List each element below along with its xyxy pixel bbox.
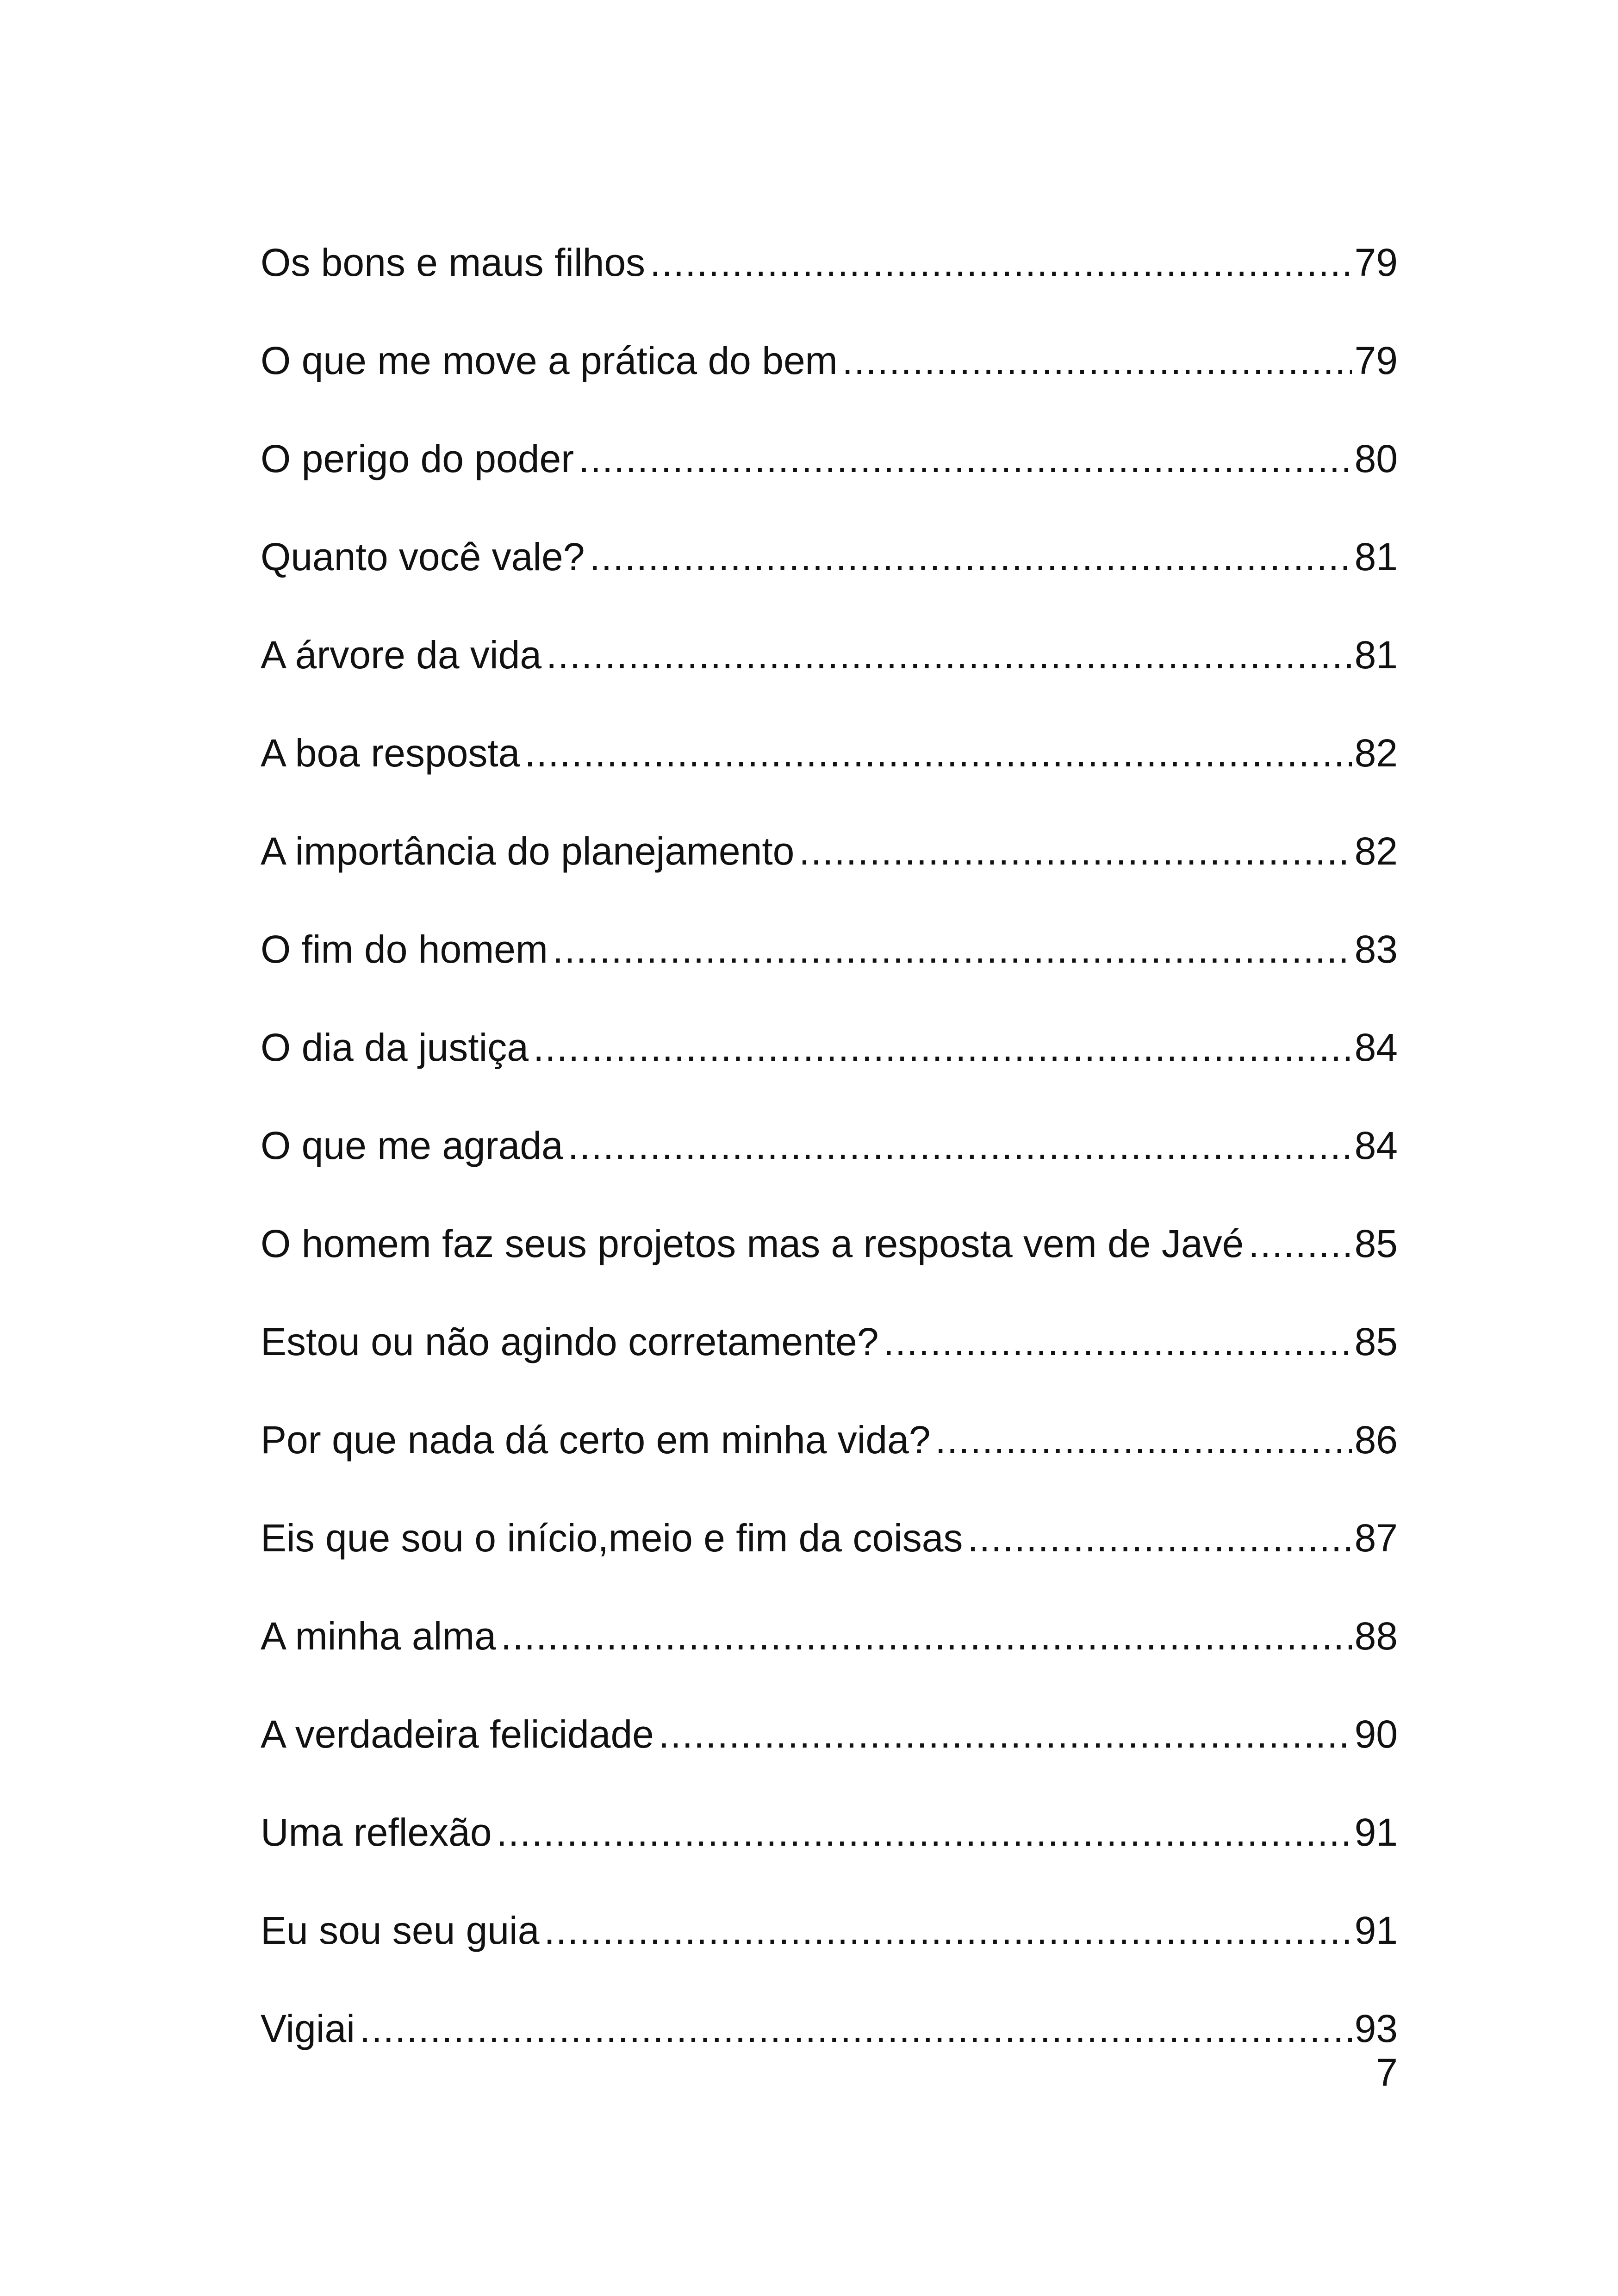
toc-entry[interactable] [261, 410, 1398, 508]
toc-entry-title: O perigo do poder [261, 437, 574, 480]
toc-entry[interactable] [261, 311, 1398, 410]
toc-entry[interactable] [261, 1587, 1398, 1685]
toc-entry-page-number: 86 [1354, 1418, 1398, 1462]
toc-entry-page-number: 87 [1354, 1516, 1398, 1560]
toc-entry[interactable] [261, 1293, 1398, 1391]
toc-dot-leader [501, 1617, 1352, 1655]
toc-entry[interactable] [261, 508, 1398, 606]
toc-entry-title: O dia da justiça [261, 1026, 529, 1069]
toc-entry[interactable] [261, 1489, 1398, 1587]
toc-entry-title: Vigiai [261, 2007, 355, 2050]
toc-entry-page-number: 85 [1354, 1222, 1398, 1265]
toc-entry-page-number: 88 [1354, 1614, 1398, 1658]
toc-entry-page-number: 79 [1354, 241, 1398, 284]
toc-entry-page-number: 90 [1354, 1712, 1398, 1756]
toc-dot-leader [546, 635, 1352, 674]
toc-dot-leader [967, 1518, 1351, 1557]
toc-entry-title: Estou ou não agindo corretamente? [261, 1320, 879, 1363]
toc-entry-title: O fim do homem [261, 927, 548, 971]
toc-dot-leader [553, 930, 1352, 969]
table-of-contents [261, 213, 1398, 2078]
toc-dot-leader [935, 1420, 1352, 1459]
toc-entry-page-number: 91 [1354, 1909, 1398, 1952]
toc-entry-title: Eis que sou o início,meio e fim da coisas [261, 1516, 963, 1560]
toc-dot-leader [799, 832, 1351, 871]
toc-entry-page-number: 80 [1354, 437, 1398, 480]
toc-entry-page-number: 84 [1354, 1026, 1398, 1069]
toc-dot-leader [533, 1028, 1352, 1067]
toc-entry-page-number: 82 [1354, 731, 1398, 775]
toc-dot-leader [884, 1322, 1352, 1361]
toc-dot-leader [360, 2009, 1352, 2048]
toc-dot-leader [524, 734, 1351, 772]
toc-entry-title: Quanto você vale? [261, 535, 585, 579]
toc-entry[interactable] [261, 998, 1398, 1096]
toc-dot-leader [544, 1911, 1351, 1950]
toc-dot-leader [842, 341, 1352, 380]
toc-dot-leader [659, 1715, 1352, 1754]
toc-entry-page-number: 84 [1354, 1124, 1398, 1167]
toc-entry-title: Uma reflexão [261, 1811, 492, 1854]
toc-dot-leader [1248, 1224, 1351, 1263]
toc-entry-page-number: 82 [1354, 829, 1398, 873]
toc-entry-title: A minha alma [261, 1614, 496, 1658]
toc-entry-title: Os bons e maus filhos [261, 241, 646, 284]
toc-entry-title: A boa resposta [261, 731, 520, 775]
toc-entry[interactable] [261, 1685, 1398, 1783]
toc-entry-title: A importância do planejamento [261, 829, 795, 873]
toc-entry-title: A árvore da vida [261, 633, 542, 677]
toc-entry-page-number: 85 [1354, 1320, 1398, 1363]
toc-entry[interactable] [261, 802, 1398, 900]
toc-entry-page-number: 93 [1354, 2007, 1398, 2050]
toc-entry-title: O que me agrada [261, 1124, 563, 1167]
toc-entry-page-number: 91 [1354, 1811, 1398, 1854]
toc-entry-title: Eu sou seu guia [261, 1909, 540, 1952]
toc-entry-title: A verdadeira felicidade [261, 1712, 654, 1756]
toc-entry[interactable] [261, 606, 1398, 704]
toc-entry-title: Por que nada dá certo em minha vida? [261, 1418, 931, 1462]
toc-dot-leader [497, 1813, 1352, 1852]
toc-entry[interactable] [261, 1979, 1398, 2078]
toc-entry[interactable] [261, 1195, 1398, 1293]
toc-entry[interactable] [261, 1096, 1398, 1195]
toc-entry[interactable] [261, 1391, 1398, 1489]
toc-entry[interactable] [261, 1783, 1398, 1881]
toc-entry-page-number: 81 [1354, 633, 1398, 677]
toc-dot-leader [579, 439, 1351, 478]
toc-entry[interactable] [261, 704, 1398, 802]
toc-entry-title: O homem faz seus projetos mas a resposta vem de Javé [261, 1222, 1244, 1265]
toc-entry-page-number: 81 [1354, 535, 1398, 579]
toc-entry[interactable] [261, 1881, 1398, 1979]
toc-entry-page-number: 79 [1354, 339, 1398, 382]
toc-dot-leader [650, 243, 1352, 282]
toc-entry[interactable] [261, 213, 1398, 311]
toc-entry[interactable] [261, 900, 1398, 998]
toc-entry-page-number: 83 [1354, 927, 1398, 971]
toc-entry-title: O que me move a prática do bem [261, 339, 838, 382]
toc-dot-leader [568, 1126, 1352, 1165]
toc-dot-leader [589, 537, 1351, 576]
page-number: 7 [1376, 2051, 1398, 2094]
